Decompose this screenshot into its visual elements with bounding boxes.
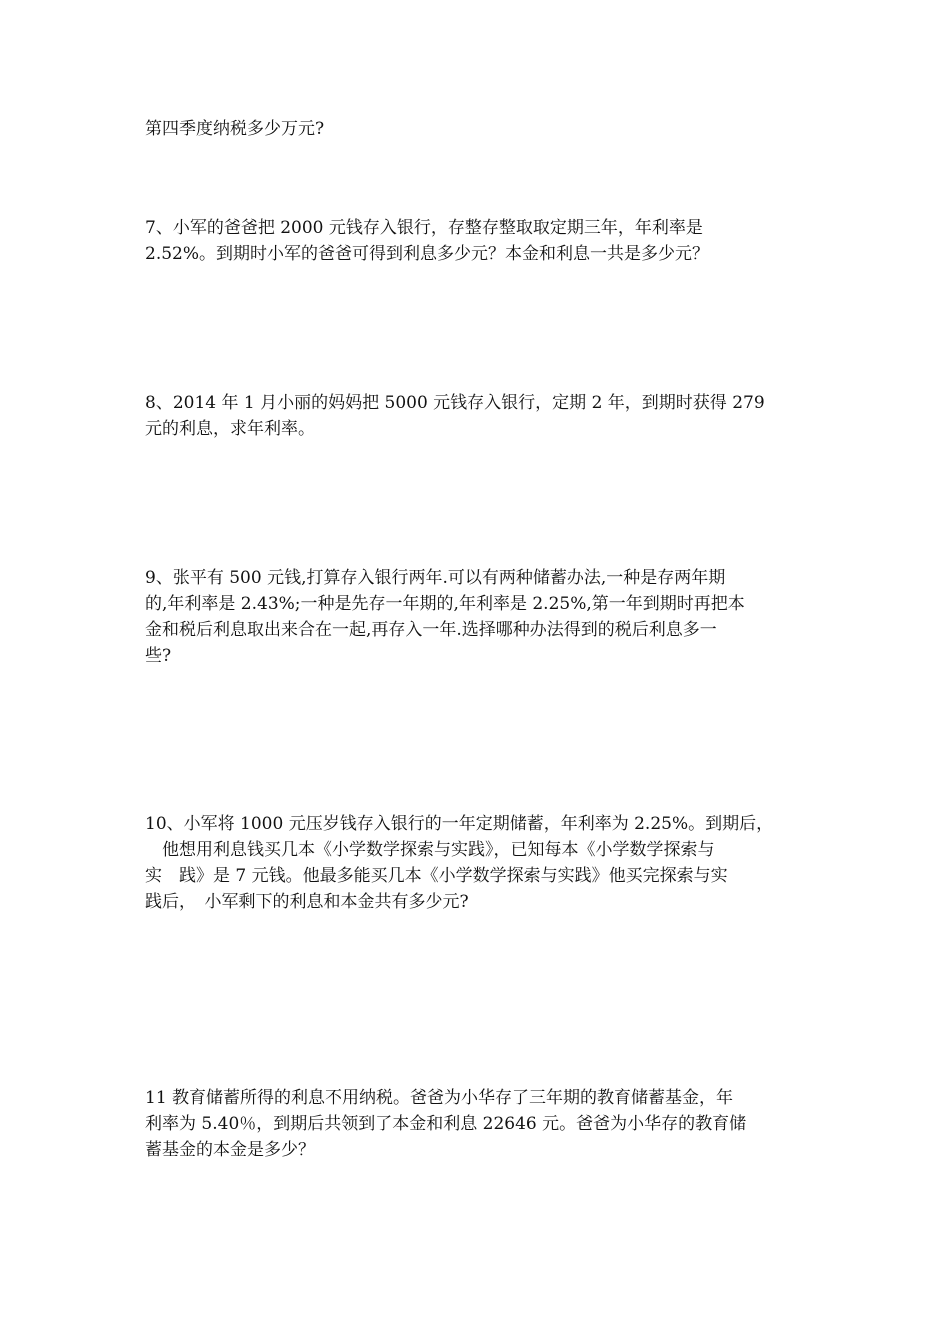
text-line: 些? [145, 646, 172, 666]
question-9 [145, 565, 810, 669]
text-line: 实 践》是 7 元钱。他最多能买几本《小学数学探索与实践》他买完探索与实 [145, 866, 728, 886]
text-line: 11 教育储蓄所得的利息不用纳税。爸爸为小华存了三年期的教育储蓄基金，年 [145, 1088, 734, 1108]
text-line: 的,年利率是 2.43%;一种是先存一年期的,年利率是 2.25%,第一年到期时再把本 [145, 594, 745, 614]
question-11 [145, 1085, 810, 1163]
text-line: 7、小军的爸爸把 2000 元钱存入银行，存整存整取取定期三年，年利率是 [145, 218, 703, 238]
text-line: 利率为 5.40％，到期后共领到了本金和利息 22646 元。爸爸为小华存的教育储 [145, 1114, 747, 1134]
text-line: 他想用利息钱买几本《小学数学探索与实践》，已知每本《小学数学探索与 [145, 840, 715, 860]
text-line: 践后， 小军剩下的利息和本金共有多少元? [145, 892, 469, 912]
text-line: 元的利息，求年利率。 [145, 419, 315, 439]
text-line: 8、2014 年 1 月小丽的妈妈把 5000 元钱存入银行，定期 2 年，到期时获得 279 [145, 393, 765, 413]
question-7 [145, 215, 810, 267]
text-line: 蓄基金的本金是多少？ [145, 1140, 315, 1160]
question-6-tail [145, 116, 810, 142]
text-line: 9、张平有 500 元钱,打算存入银行两年.可以有两种储蓄办法,一种是存两年期 [145, 568, 726, 588]
question-10 [145, 811, 810, 915]
text-line: 金和税后利息取出来合在一起,再存入一年.选择哪种办法得到的税后利息多一 [145, 620, 717, 640]
text-line: 2.52%。到期时小军的爸爸可得到利息多少元？本金和利息一共是多少元？ [145, 244, 710, 264]
text-line: 10、小军将 1000 元压岁钱存入银行的一年定期储蓄，年利率为 2.25%。到期后， [145, 814, 774, 834]
question-8 [145, 390, 810, 442]
text-line: 第四季度纳税多少万元? [145, 119, 325, 139]
